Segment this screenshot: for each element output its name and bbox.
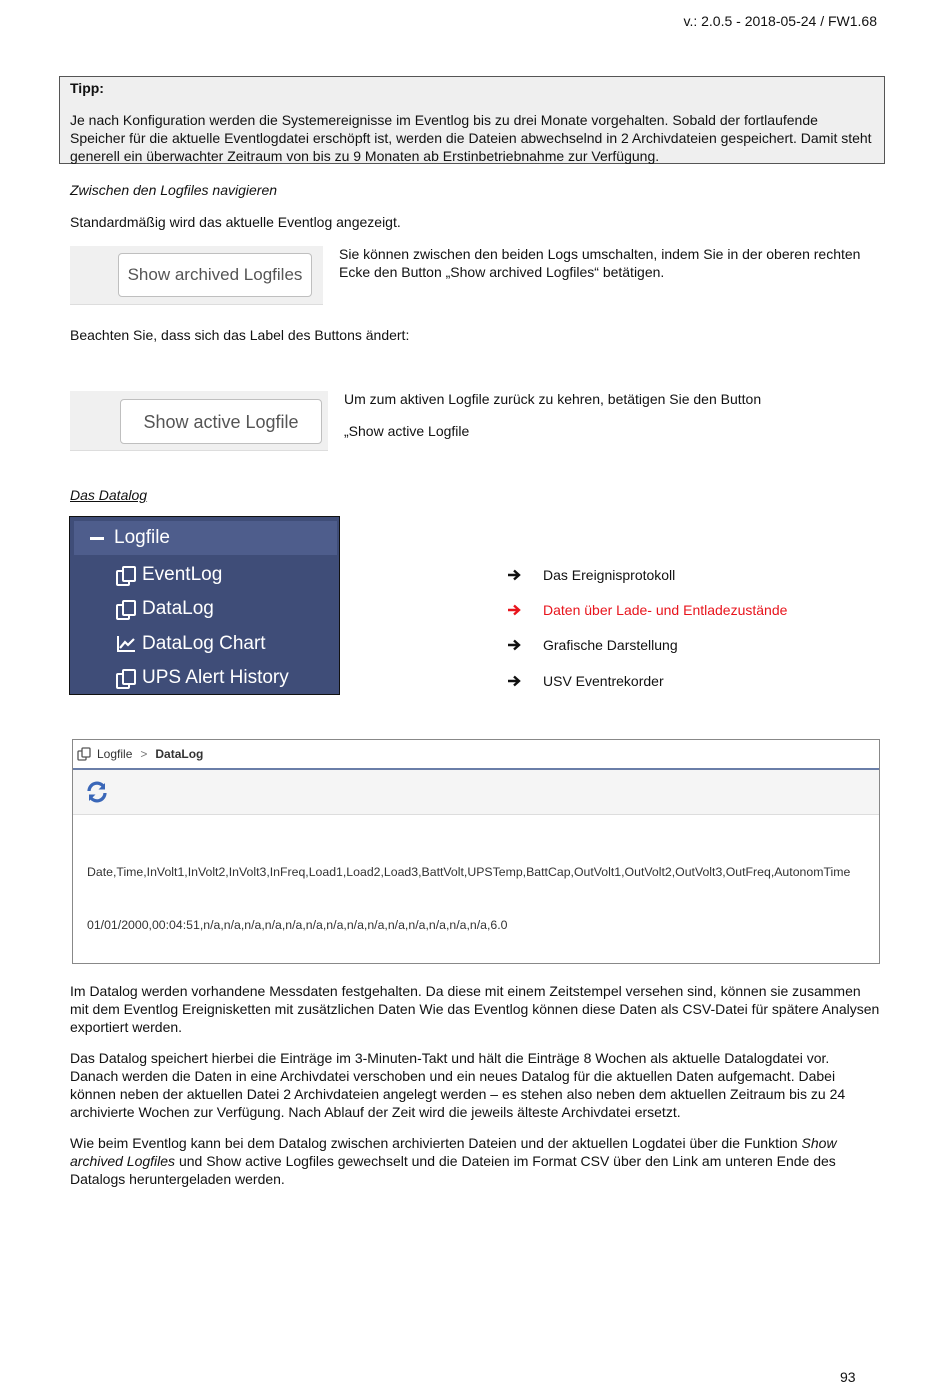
- show-archived-logfiles-button[interactable]: Show archived Logfiles: [118, 253, 312, 297]
- copy-icon: [116, 600, 134, 618]
- paragraph-italic: Show archived Logfiles: [70, 1135, 837, 1169]
- menu-item-label: DataLog Chart: [142, 633, 266, 654]
- copy-icon: [116, 566, 134, 584]
- bullet-text: Daten über Lade- und Entladezustände: [543, 602, 788, 618]
- paragraph-datalog-storage: Das Datalog speichert hierbei die Einträge im 3-Minuten-Takt und hält die Einträge 8 Wochen als aktuelle Datalogdatei vor. Danach werden die Daten in eine Archivdatei verschoben und ein neues Datalog für die aktuellen Daten aufgemacht. Dabei können neben der aktuellen Datei 2 Archivdateien angelegt werden – es stehen also neben dem aktuellen Zeitraum bis zu 24 archivierte Wochen zur Verfügung. Nach Ablauf der Zeit wird die jeweils älteste Archivdatei ersetzt.: [70, 1050, 846, 1120]
- menu-logfile-label: Logfile: [114, 527, 170, 548]
- breadcrumb-root[interactable]: Logfile: [97, 747, 133, 761]
- menu-logfile-header[interactable]: [74, 521, 337, 555]
- datalog-toolbar: [73, 770, 879, 815]
- active-button-screenshot: [70, 391, 328, 451]
- menu-item-datalog[interactable]: [116, 595, 214, 623]
- refresh-icon[interactable]: [85, 780, 109, 804]
- paragraph-datalog-archive: [70, 1134, 880, 1188]
- menu-item-datalog-chart[interactable]: [116, 630, 266, 658]
- bullet-chart: [507, 636, 887, 654]
- line-chart-icon: [116, 635, 134, 653]
- breadcrumb: [73, 740, 879, 770]
- datalog-line: Date,Time,InVolt1,InVolt2,InVolt3,InFreq,Load1,Load2,Load3,BattVolt,UPSTemp,BattCap,OutVolt1,OutVolt2,OutVolt3,OutFreq,AutonomTime: [87, 865, 851, 880]
- minus-icon: [90, 537, 104, 540]
- page-number: 93: [840, 1369, 856, 1385]
- active-explanation-1: Um zum aktiven Logfile zurück zu kehren, betätigen Sie den Button: [344, 391, 762, 407]
- tip-box: [59, 76, 885, 164]
- tip-title: Tipp:: [70, 80, 104, 96]
- menu-item-label: DataLog: [142, 598, 214, 619]
- breadcrumb-separator: >: [140, 747, 148, 761]
- menu-item-label: UPS Alert History: [142, 667, 289, 688]
- copy-icon: [77, 747, 91, 761]
- bullet-text: Das Ereignisprotokoll: [543, 567, 676, 583]
- datalog-line: 01/01/2000,00:04:51,n/a,n/a,n/a,n/a,n/a,n/a,n/a,n/a,n/a,n/a,n/a,n/a,n/a,n/a,6.0: [87, 917, 508, 932]
- logfile-menu: [69, 516, 340, 695]
- show-active-logfile-button[interactable]: Show active Logfile: [120, 399, 322, 444]
- section-heading-navigate: Zwischen den Logfiles navigieren: [70, 182, 278, 198]
- bullet-alert-history: [507, 672, 887, 690]
- paragraph-default: Standardmäßig wird das aktuelle Eventlog angezeigt.: [70, 214, 401, 230]
- bullet-text: USV Eventrekorder: [543, 673, 664, 689]
- menu-item-ups-alert-history[interactable]: [116, 664, 289, 692]
- active-explanation-2: „Show active Logfile: [344, 423, 470, 439]
- menu-item-label: EventLog: [142, 564, 223, 585]
- tip-body: Je nach Konfiguration werden die Systemereignisse im Eventlog bis zu drei Monate vorgehalten. Sobald der fortlaufende Speicher für die aktuelle Eventlogdatei erschöpft ist, werden die Dateien abwechselnd in 2 Archivdateien gespeichert. Damit steht generell ein überwachter Zeitraum von bis zu 9 Monaten ab Erstinbetriebnahme zur Verfügung.: [70, 112, 872, 164]
- datalog-content: [73, 815, 879, 964]
- paragraph-part: Wie beim Eventlog kann bei dem Datalog zwischen archivierten Dateien und der aktuellen Logdatei über die Funktion: [70, 1135, 802, 1151]
- version-header: v.: 2.0.5 - 2018-05-24 / FW1.68: [683, 13, 877, 29]
- bullet-datalog: [507, 601, 887, 619]
- bullet-text: Grafische Darstellung: [543, 637, 678, 653]
- arrow-right-icon: [507, 674, 521, 688]
- paragraph-datalog-intro: Im Datalog werden vorhandene Messdaten festgehalten. Da diese mit einem Zeitstempel versehen sind, können sie zusammen mit dem Eventlog Ereignisketten mit zusätzlichen Daten Wie das Eventlog können diese Daten als CSV-Datei für spätere Analysen exportiert werden.: [70, 983, 880, 1035]
- section-heading-datalog: Das Datalog: [70, 487, 148, 503]
- archived-explanation: Sie können zwischen den beiden Logs umschalten, indem Sie in der oberen rechten Ecke den Button „Show archived Logfiles“ betätigen.: [339, 246, 861, 280]
- arrow-right-icon: [507, 638, 521, 652]
- copy-icon: [116, 669, 134, 687]
- menu-item-eventlog[interactable]: [116, 561, 222, 589]
- arrow-right-icon: [507, 603, 521, 617]
- archived-button-screenshot: [70, 246, 323, 305]
- paragraph-label-changes: Beachten Sie, dass sich das Label des Buttons ändert:: [70, 327, 410, 343]
- arrow-right-icon: [507, 568, 521, 582]
- breadcrumb-current: DataLog: [155, 747, 204, 761]
- paragraph-part: und Show active Logfiles gewechselt und die Dateien im Format CSV über den Link am unteren Ende des Datalogs heruntergeladen werden.: [70, 1153, 836, 1187]
- bullet-eventlog: [507, 566, 887, 584]
- datalog-screenshot: [72, 739, 880, 964]
